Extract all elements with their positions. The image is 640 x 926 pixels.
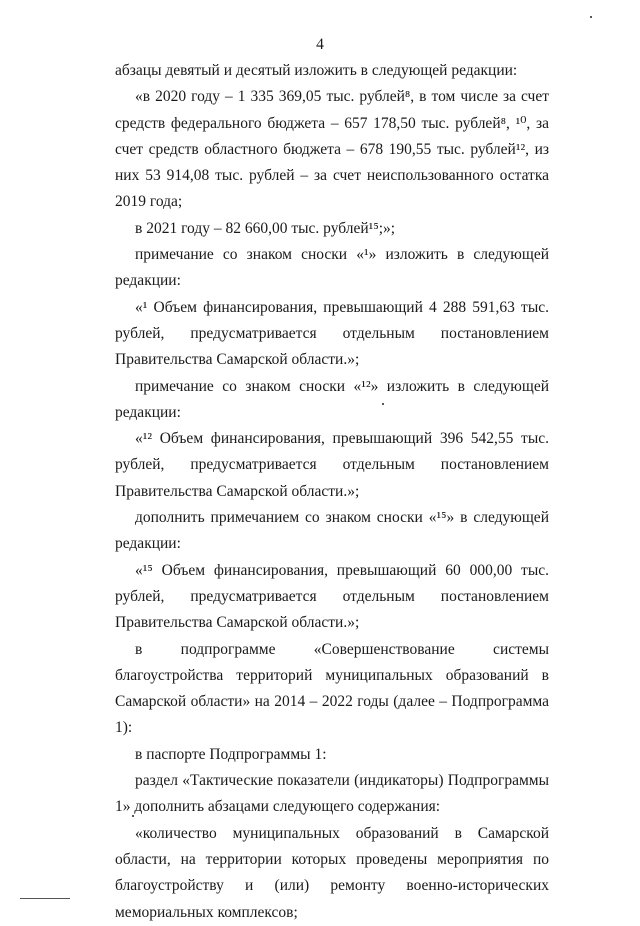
paragraph-2021-financing: в 2021 году – 82 660,00 тыс. рублей¹⁵;»;	[135, 219, 396, 237]
scan-artifact-dot	[132, 815, 134, 817]
paragraph-tactical-indicators: раздел «Тактические показатели (индикаторы) Подпрограммы 1» дополнить абзацами следующего содержания:	[115, 772, 549, 816]
paragraph-footnote-15-text: «¹⁵ Объем финансирования, превышающий 60 000,00 тыс. рублей, предусматривается отдельным постановлением Правительства Самарской области.»;	[115, 561, 549, 632]
paragraph-2020-financing: «в 2020 году – 1 335 369,05 тыс. рублей⁸, в том числе за счет средств федерального бюджета – 657 178,50 тыс. рублей⁸, ¹⁰, за счет средств областного бюджета – 678 190,55 тыс. рублей¹², из них 53 914,08 тыс. рублей – за счет неиспользованного остатка 2019 года;	[115, 88, 549, 211]
paragraph-footnote-1-intro: примечание со знаком сноски «¹» изложить в следующей редакции:	[115, 246, 549, 290]
paragraph-subprogram-1: в подпрограмме «Совершенствование системы благоустройства территорий муниципальных образований в Самарской области» на 2014 – 2022 годы (далее – Подпрограмма 1):	[115, 640, 549, 737]
paragraph-intro: абзацы девятый и десятый изложить в следующей редакции:	[115, 62, 518, 79]
paragraph-footnote-12-intro: примечание со знаком сноски «¹²» изложить в следующей редакции:	[115, 377, 549, 421]
paragraph-passport: в паспорте Подпрограммы 1:	[135, 745, 327, 763]
paragraph-footnote-15-intro: дополнить примечанием со знаком сноски «¹⁵» в следующей редакции:	[115, 509, 549, 553]
paragraph-indicator-quote: «количество муниципальных образований в Самарской области, на территории которых проведены мероприятия по благоустройству и (или) ремонту военно-исторических мемориальных комплексов;	[115, 824, 549, 921]
scan-artifact-line	[20, 898, 70, 899]
scan-artifact-dot	[590, 16, 592, 18]
scan-artifact-dot	[382, 403, 384, 405]
paragraph-footnote-1-text: «¹ Объем финансирования, превышающий 4 288 591,63 тыс. рублей, предусматривается отдельным постановлением Правительства Самарской области.»;	[115, 298, 549, 369]
document-body	[115, 58, 549, 926]
page-number: 4	[316, 36, 324, 53]
paragraph-footnote-12-text: «¹² Объем финансирования, превышающий 396 542,55 тыс. рублей, предусматривается отдельным постановлением Правительства Самарской области.»;	[115, 430, 549, 500]
